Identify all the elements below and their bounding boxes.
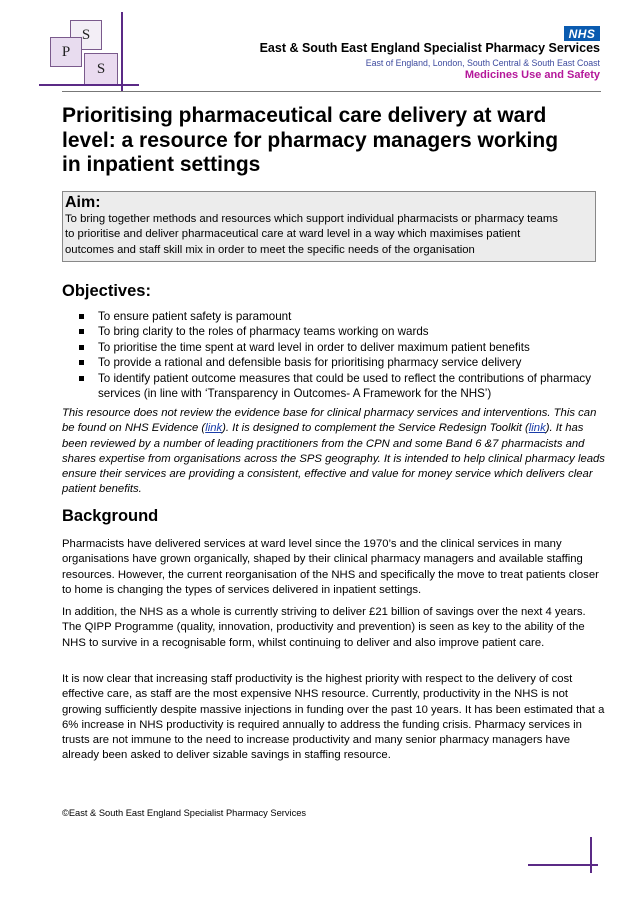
bullet-square-icon — [79, 360, 84, 365]
background-paragraph: Pharmacists have delivered services at ward level since the 1970’s and the clinical services in many organisations have grown organically, shaped by their clinical pharmacy managers and available staffing resources. However, the current reorganisation of the NHS and specifically the move to treat patients closer to home is changing the types of services delivered in inpatient settings. — [62, 538, 599, 596]
bullet-square-icon — [79, 314, 84, 319]
background-paragraph: It is now clear that increasing staff productivity is the highest priority with respect to the delivery of cost effective care, as staff are the most expensive NHS resource. Currently, productivity in the NHS is not growing sufficiently despite massive injections in funding over the past 10 years. It has been estimated that a 6% increase in NHS productivity is required annually to address the funding crisis. Pharmacy services in trusts are not immune to the need to increase productivity and many senior pharmacy managers have already been asked to deliver sizable savings in staffing resource. — [62, 673, 605, 762]
objectives-list — [62, 309, 602, 401]
background-paragraph: In addition, the NHS as a whole is currently striving to deliver £21 billion of savings over the next 4 years. The QIPP Programme (quality, innovation, productivity and prevention) is seen as key to the ability of the NHS to survive in a recognisable form, whilst continuing to deliver and also improve patient care. — [62, 606, 586, 649]
list-item: To prioritise the time spent at ward level in order to deliver maximum patient benefits — [62, 340, 602, 355]
background-heading: Background — [62, 507, 159, 525]
nhs-evidence-link[interactable]: link — [205, 422, 223, 435]
footer-vertical-accent-line — [590, 837, 592, 873]
aim-heading: Aim: — [65, 194, 101, 211]
aim-text — [65, 212, 590, 258]
header-horizontal-accent-line — [39, 84, 139, 86]
organisation-title: East & South East England Specialist Pharmacy Services — [259, 41, 600, 55]
logo-square-s-bottom: S — [84, 53, 118, 85]
document-title — [62, 104, 602, 178]
title-line: level: a resource for pharmacy managers working — [62, 128, 559, 152]
header-divider — [62, 91, 601, 92]
aim-line: to prioritise and deliver pharmaceutical care at ward level in a way which maximises patient — [65, 228, 521, 241]
list-item: To provide a rational and defensible basis for prioritising pharmacy service delivery — [62, 355, 602, 370]
nhs-logo-badge: NHS — [564, 26, 600, 41]
organisation-regions: East of England, London, South Central & South East Coast — [365, 58, 600, 68]
header-vertical-accent-line — [121, 12, 123, 92]
list-item: To identify patient outcome measures that could be used to reflect the contributions of pharmacy services (in line with ‘Transparency in Outcomes- A Framework for the NHS’) — [62, 371, 602, 402]
list-item: To ensure patient safety is paramount — [62, 309, 602, 324]
list-item: To bring clarity to the roles of pharmacy teams working on wards — [62, 324, 602, 339]
sps-logo — [50, 20, 122, 86]
title-line: Prioritising pharmaceutical care delivery at ward — [62, 104, 547, 127]
scope-note: This resource does not review the evidence base for clinical pharmacy services and interventions. This can be found on NHS Evidence (link). It is designed to complement the Service Redesign Toolkit (link). It has been reviewed by a number of leading practitioners from the CPN and some Band 6 &7 pharmacists and shares expertise from organisations across the SPS geography. It is intended to help clinical pharmacy leads ensure their services are providing a consistent, effective and value for money service which delivers clear patient benefits. — [62, 407, 605, 496]
logo-square-p: P — [50, 37, 82, 67]
footer-copyright: ©East & South East England Specialist Pharmacy Services — [62, 808, 307, 818]
bullet-square-icon — [79, 345, 84, 350]
service-redesign-toolkit-link[interactable]: link — [528, 422, 546, 435]
bullet-square-icon — [79, 376, 84, 381]
objectives-heading: Objectives: — [62, 282, 151, 300]
aim-line: outcomes and staff skill mix in order to meet the specific needs of the organisation — [65, 243, 475, 256]
bullet-square-icon — [79, 329, 84, 334]
footer-horizontal-accent-line — [528, 864, 598, 866]
department-name: Medicines Use and Safety — [464, 69, 600, 81]
title-line: in inpatient settings — [62, 153, 261, 176]
aim-line: To bring together methods and resources which support individual pharmacists or pharmacy teams — [65, 213, 558, 225]
logo-square-s-top: S — [70, 20, 102, 50]
aim-box — [62, 191, 596, 262]
